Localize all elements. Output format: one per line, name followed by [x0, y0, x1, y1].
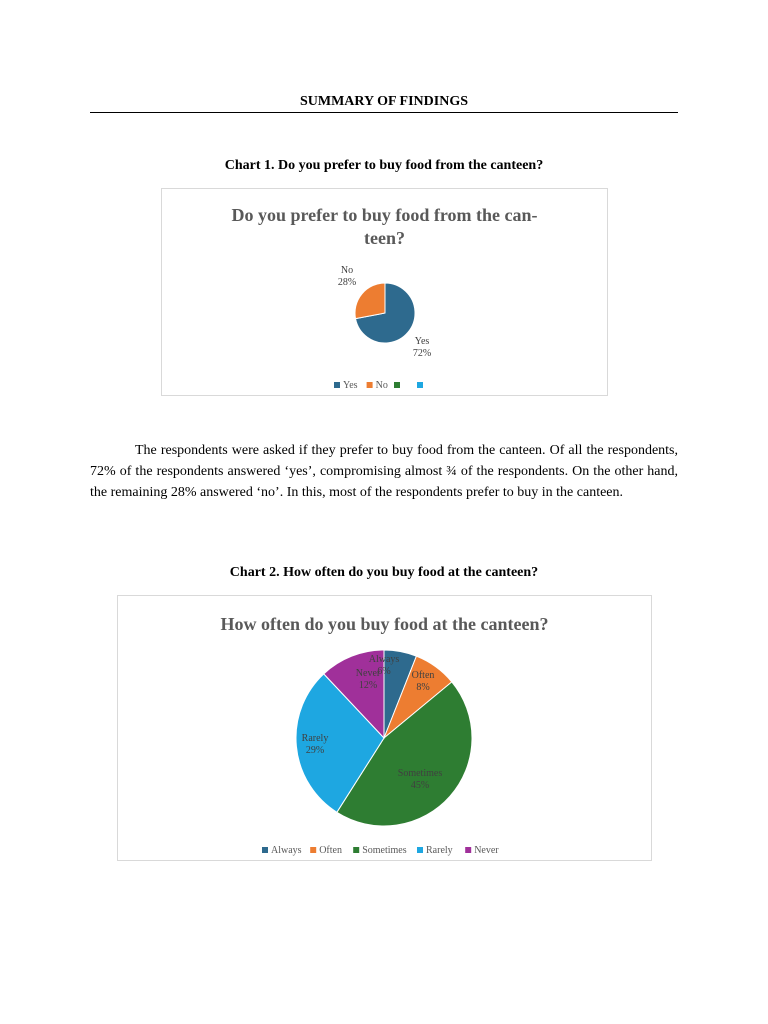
chart1-pie	[162, 189, 607, 395]
data-label-yes: 72%	[412, 348, 432, 359]
pie-slice-no	[355, 283, 385, 319]
chart2-caption: Chart 2. How often do you buy food at the canteen?	[229, 565, 539, 580]
data-label-always: 6%	[377, 666, 391, 677]
legend-swatch-yes	[334, 382, 340, 388]
title-underline	[90, 112, 678, 113]
data-label-rarely: 29%	[305, 745, 325, 756]
chart1-box	[161, 188, 608, 396]
legend-label-rarely: Rarely	[426, 845, 453, 856]
chart-title-line: teen?	[364, 228, 405, 248]
data-label-always: Always	[368, 654, 400, 665]
data-label-sometimes: Sometimes	[397, 768, 443, 779]
legend-swatch-blank	[394, 382, 400, 388]
data-label-never: Never	[355, 668, 381, 679]
legend-swatch-always	[262, 847, 268, 853]
legend-label-often: Often	[319, 845, 342, 856]
data-label-never: 12%	[358, 680, 378, 691]
page-title: SUMMARY OF FINDINGS	[299, 94, 469, 109]
legend-label-never: Never	[474, 845, 499, 856]
legend-swatch-no	[367, 382, 373, 388]
legend-swatch-rarely	[417, 847, 423, 853]
data-label-sometimes: 45%	[410, 780, 430, 791]
chart-title-line: How often do you buy food at the canteen?	[220, 614, 549, 634]
data-label-yes: Yes	[414, 336, 430, 347]
chart1-caption: Chart 1. Do you prefer to buy food from the canteen?	[224, 158, 544, 173]
legend-swatch-often	[310, 847, 316, 853]
chart-title-line: Do you prefer to buy food from the can-	[231, 205, 538, 225]
legend-label-always: Always	[271, 845, 302, 856]
findings-paragraph: The respondents were asked if they prefer to buy food from the canteen. Of all the respondents, 72% of the respondents answered ‘yes’, compromising almost ¾ of the respondents. On the other hand, the remaining 28% answered ‘no’. In this, most of the respondents prefer to buy in the canteen.	[90, 443, 678, 500]
chart2-box	[117, 595, 652, 861]
legend-label-sometimes: Sometimes	[362, 845, 407, 856]
legend-label-no: No	[375, 380, 388, 391]
data-label-often: 8%	[416, 682, 430, 693]
data-label-rarely: Rarely	[301, 733, 329, 744]
legend-swatch-sometimes	[353, 847, 359, 853]
data-label-no: No	[340, 265, 354, 276]
data-label-no: 28%	[337, 277, 357, 288]
legend-label-yes: Yes	[343, 380, 358, 391]
legend-swatch-never	[465, 847, 471, 853]
chart2-pie	[118, 596, 651, 860]
data-label-often: Often	[411, 670, 435, 681]
legend-swatch-blank	[417, 382, 423, 388]
